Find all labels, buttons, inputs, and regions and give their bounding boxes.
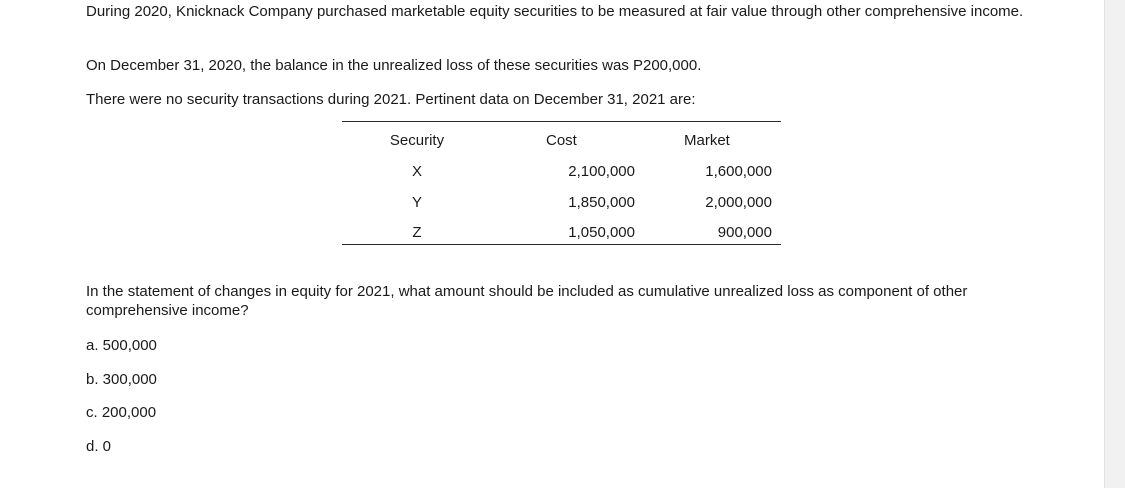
table-cell-cost: 1,050,000: [568, 224, 635, 241]
table-bottom-rule: [342, 244, 781, 245]
table-header-cost: Cost: [546, 132, 577, 149]
answer-option-d: d. 0: [86, 438, 112, 455]
table-cell-security: Z: [412, 224, 422, 241]
intro-paragraph-balance: On December 31, 2020, the balance in the unrealized loss of these securities was P200,000.: [86, 57, 702, 74]
answer-option-b: b. 300,000: [86, 371, 157, 388]
table-cell-security: Y: [411, 194, 422, 211]
table-cell-security: X: [411, 163, 422, 180]
table-cell-market: 1,600,000: [705, 163, 772, 180]
table-cell-market: 2,000,000: [705, 194, 772, 211]
table-cell-market: 900,000: [717, 224, 772, 241]
intro-paragraph-purchase: During 2020, Knicknack Company purchased marketable equity securities to be measured at fair value through other comprehensive income.: [86, 3, 1024, 20]
table-cell-cost: 1,850,000: [568, 194, 635, 211]
answer-option-a: a. 500,000: [86, 337, 157, 354]
question-text: In the statement of changes in equity for 2021, what amount should be included as cumulative unrealized loss as component of other comprehensive income?: [86, 283, 968, 319]
intro-paragraph-data: There were no security transactions during 2021. Pertinent data on December 31, 2021 are:: [86, 91, 696, 108]
table-top-rule: [342, 121, 781, 122]
table-header-security: Security: [389, 132, 445, 149]
answer-option-c: c. 200,000: [86, 404, 157, 421]
table-cell-cost: 2,100,000: [568, 163, 635, 180]
table-header-market: Market: [684, 132, 730, 149]
